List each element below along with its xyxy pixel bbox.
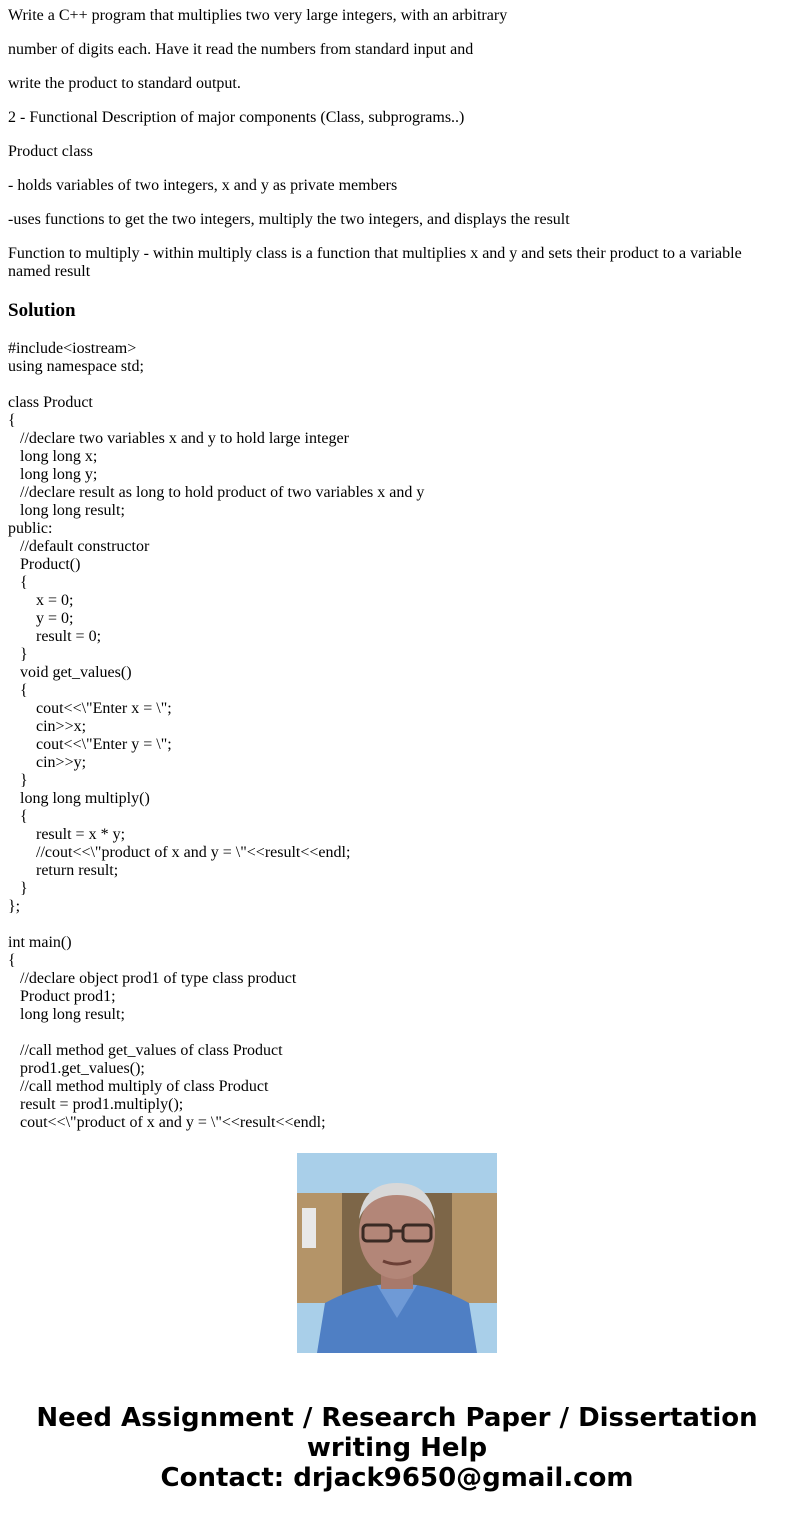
question-paragraph: - holds variables of two integers, x and y as private members <box>8 177 398 194</box>
code-line: Product() <box>8 556 81 573</box>
code-line: x = 0; <box>8 592 74 609</box>
code-line: #include<iostream> <box>8 340 137 357</box>
code-line: cout<<\"Enter x = \"; <box>8 700 172 717</box>
question-paragraph: -uses functions to get the two integers, multiply the two integers, and displays the result <box>8 211 570 228</box>
question-paragraph: number of digits each. Have it read the numbers from standard input and <box>8 41 474 58</box>
code-line: int main() <box>8 934 72 951</box>
code-line <box>8 376 786 394</box>
code-line: { <box>8 808 28 825</box>
code-line: //call method get_values of class Product <box>8 1042 283 1059</box>
solution-code-block <box>8 340 786 1131</box>
question-paragraph: Function to multiply - within multiply class is a function that multiplies x and y and sets their product to a variable named result <box>8 245 742 280</box>
code-line: public: <box>8 520 53 537</box>
question-paragraph: 2 - Functional Description of major components (Class, subprograms..) <box>8 109 465 126</box>
code-line <box>8 916 786 934</box>
code-line: }; <box>8 898 21 915</box>
solution-heading: Solution <box>8 300 76 321</box>
promo-line: Need Assignment / Research Paper / Dissertation <box>36 1403 758 1433</box>
code-line: } <box>8 880 28 897</box>
code-line: cin>>x; <box>8 718 87 735</box>
question-paragraph: Product class <box>8 143 93 160</box>
code-line: { <box>8 412 16 429</box>
code-line: long long result; <box>8 1006 125 1023</box>
code-line: result = 0; <box>8 628 102 645</box>
code-line: void get_values() <box>8 664 132 681</box>
code-line: long long result; <box>8 502 125 519</box>
promo-contact: Contact: drjack9650@gmail.com <box>160 1463 634 1493</box>
code-line: cin>>y; <box>8 754 87 771</box>
code-line: } <box>8 772 28 789</box>
code-line: //declare result as long to hold product of two variables x and y <box>8 484 425 501</box>
person-portrait-icon <box>297 1153 497 1353</box>
code-line: class Product <box>8 394 93 411</box>
code-line: long long x; <box>8 448 98 465</box>
question-paragraph: write the product to standard output. <box>8 75 241 92</box>
code-line: { <box>8 952 16 969</box>
question-paragraph: Write a C++ program that multiplies two very large integers, with an arbitrary <box>8 7 508 24</box>
code-line: y = 0; <box>8 610 74 627</box>
code-line: Product prod1; <box>8 988 116 1005</box>
code-line: long long multiply() <box>8 790 150 807</box>
code-line: { <box>8 682 28 699</box>
code-line: result = x * y; <box>8 826 126 843</box>
avatar <box>297 1153 497 1353</box>
code-line: using namespace std; <box>8 358 144 375</box>
code-line: //declare two variables x and y to hold large integer <box>8 430 349 447</box>
code-line <box>8 1024 786 1042</box>
code-line: result = prod1.multiply(); <box>8 1096 184 1113</box>
promo-banner <box>0 1403 794 1493</box>
code-line: //cout<<\"product of x and y = \"<<result<<endl; <box>8 844 351 861</box>
code-line: //default constructor <box>8 538 150 555</box>
code-line: { <box>8 574 28 591</box>
code-line: cout<<\"Enter y = \"; <box>8 736 172 753</box>
code-line: prod1.get_values(); <box>8 1060 145 1077</box>
code-line: return result; <box>8 862 119 879</box>
code-line: cout<<\"product of x and y = \"<<result<<endl; <box>8 1114 326 1131</box>
code-line: } <box>8 646 28 663</box>
code-line: //declare object prod1 of type class product <box>8 970 297 987</box>
code-line: //call method multiply of class Product <box>8 1078 269 1095</box>
code-line: long long y; <box>8 466 98 483</box>
promo-line: writing Help <box>306 1433 488 1463</box>
